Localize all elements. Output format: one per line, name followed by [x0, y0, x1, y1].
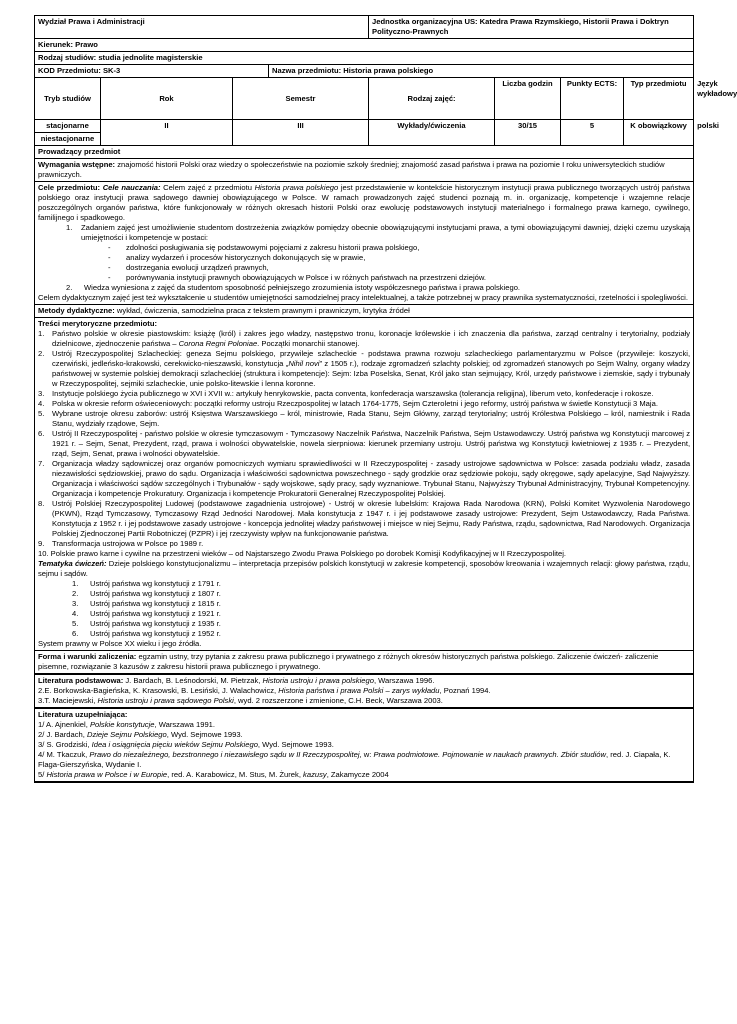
goals-point-2: 2. Wiedza wyniesiona z zajęć da studentom sposobność pełniejszego zrozumienia istoty współczesnego państwa i prawa polskiego. [66, 283, 521, 292]
literature-extra-item: 4/ M. Tkaczuk, Prawo do niezależnego, bezstronnego i niezawisłego sądu w II Rzeczypospolitej, w: Prawa podmiotowe. Pojmowanie w naukach prawnych. Zbiór studiów, red. J. Ciapała, K. Flaga-Gierszyńska, Wydanie I. [38, 750, 671, 769]
header-mode: Tryb studiów [35, 78, 101, 120]
content-item: 6. Ustrój II Rzeczypospolitej - państwo polskie w okresie tymczasowym - Tymczasowy Naczelnik Państwa, Naczelnik Państwa, Sejm Ustawodawczy. Ustrój państwa wg Konstytucji marcowej z 1921 r. – Sejm, Senat, Prezydent, rząd, prawa i wolności obywatelskie, nowela sierpniowa: kierunek przemiany ustroju. Ustrój państwa wg Konstytucji kwietniowej z 1935 r. – Prezydent, rząd, Sejm, Senat, prawa i wolności obywatelskie. [38, 429, 691, 458]
methods-text: wykład, ćwiczenia, samodzielna praca z tekstem prawnym i prawniczym, krytyka źródeł [114, 306, 410, 315]
mode-part-time: niestacjonarne [35, 133, 101, 146]
direction-cell: Kierunek: Prawo [35, 39, 694, 52]
header-type: Typ przedmiotu [624, 78, 694, 120]
content-cell [35, 318, 694, 651]
exercise-item: 5. Ustrój państwa wg konstytucji z 1935 r. [72, 619, 221, 628]
header-year: Rok [101, 78, 233, 120]
unit-cell: Jednostka organizacyjna US: Katedra Prawa Rzymskiego, Historii Prawa i Doktryn Polityczno-Prawnych [369, 16, 694, 39]
literature-extra-item: 2/ J. Bardach, Dzieje Sejmu Polskiego, Wyd. Sejmowe 1993. [38, 730, 243, 739]
goals-label: Cele przedmiotu: [38, 183, 101, 192]
year-cell: II [101, 120, 233, 146]
goals-point-1-text: Zadaniem zajęć jest umożliwienie studentom dostrzeżenia związków pomiędzy obecnie obowiązującymi instytucjami prawa, a tymi obowiązującymi dawniej, dzięki czemu uzyskają umiejętności i kompetencje w postaci: [81, 223, 691, 242]
faculty-cell: Wydział Prawa i Administracji [35, 16, 369, 39]
literature-extra-item: 5/ Historia prawa w Polsce i w Europie, red. A. Karabowicz, M. Stus, M. Żurek, kazusy, Zakamycze 2004 [38, 770, 389, 779]
goals-cell [35, 182, 694, 305]
assessment-cell [35, 651, 694, 675]
assessment-text: egzamin ustny, trzy pytania z zakresu prawa publicznego i prywatnego z różnych okresów historycznych państwa polskiego. Zaliczenie ćwiczeń- zaliczenie pisemne, rozwiązanie 3 kazusów z zakresu historii prawa publicznego i prywatnego. [38, 652, 659, 671]
goals-sub-item: - zdolności posługiwania się podstawowymi pojęciami z zakresu historii prawa polskiego, [108, 243, 420, 252]
content-item: 9. Transformacja ustrojowa w Polsce po 1989 r. [38, 539, 204, 548]
class-type-cell: Wykłady/ćwiczenia [369, 120, 495, 146]
course-code-cell: KOD Przedmiotu: SK-3 [35, 65, 269, 78]
assessment-label: Forma i warunki zaliczenia: [38, 652, 137, 661]
content-item: 7. Organizacja władzy sądowniczej oraz organów pomocniczych wymiaru sprawiedliwości w II Rzeczypospolitej - zasady ustrojowe sądownictwa w Polsce: zasada podziału władz, zasada niezawisłości sędziowskiej, prawo do sądu. Organizacja i właściwości sądownictwa powszechnego - sądy grodzkie oraz sędziowie pokoju, sądy okręgowe, sądy apelacyjne, Sąd Najwyższy. Organizacja i właściwości sądów szczególnych i Trybunałów - sądy wojskowe, sądy pracy, sądy wyznaniowe. Trybunał Stanu, Najwyższy Trybunał Administracyjny, Trybunał Kompetencyjny. Organizacja i kompetencje Prokuratury. Organizacja i kompetencje Prokuratorii Generalnej Rzeczypospolitej Polskiej. [38, 459, 691, 498]
goals-point-1: 1. Zadaniem zajęć jest umożliwienie studentom dostrzeżenia związków pomiędzy obecnie obowiązującymi instytucjami prawa, a tymi obowiązującymi dawniej, dzięki czemu uzyskają umiejętności i kompetencje w postaci: [66, 223, 691, 242]
literature-basic-cell: Literatura podstawowa: J. Bardach, B. Leśnodorski, M. Pietrzak, Historia ustroju i prawa polskiego, Warszawa 1996. 2.E. Borkowska-Bagieńska, K. Krasowski, B. Lesiński, J. Walachowicz, Historia państwa i prawa Polski – zarys wykładu, Poznań 1994. 3.T. Maciejewski, Historia ustroju i prawa sądowego Polski, wyd. 2 rozszerzone i zmienione, C.H. Beck, Warszawa 2003. [35, 674, 694, 708]
literature-extra-item: 3/ S. Grodziski, Idea i osiągnięcia pięciu wieków Sejmu Polskiego, Wyd. Sejmowe 1993. [38, 740, 334, 749]
literature-basic-label: Literatura podstawowa: [38, 676, 124, 685]
literature-basic-item: 2.E. Borkowska-Bagieńska, K. Krasowski, B. Lesiński, J. Walachowicz, Historia państwa i prawa Polski – zarys wykładu, Poznań 1994. [38, 686, 491, 695]
exercise-item: 2. Ustrój państwa wg konstytucji z 1807 r. [72, 589, 221, 598]
goals-intro-1: Celem zajęć z przedmiotu [160, 183, 255, 192]
teaching-goals-label: Cele nauczania: [102, 183, 161, 192]
literature-extra-label: Literatura uzupełniająca: [38, 710, 128, 719]
lecturer-cell: Prowadzący przedmiot [35, 146, 694, 159]
goals-sub-item: - porównywania instytucji prawnych obowiązujących w Polsce i w różnych państwach na przestrzeni dziejów. [108, 273, 487, 282]
content-item: 5. Wybrane ustroje okresu zaborów: ustrój Księstwa Warszawskiego – król, ministrowie, Rada Stanu, Sejm Główny, zarząd terytorialny; ustrój Królestwa Polskiego – król, namiestnik i Rada Stanu, wydziały rządowe, Sejm. [38, 409, 691, 428]
mode-full-time: stacjonarne [35, 120, 101, 133]
exercises-text: Dzieje polskiego konstytucjonalizmu – interpretacja przepisów polskich konstytucji w zakresie kompetencji, sposobów kreowania i wzajemnych relacji: głowy państwa, rządu, sejmu i sądów. [38, 559, 691, 578]
content-item: 4. Polska w okresie reform oświeceniowych: początki reformy ustroju Rzeczpospolitej w latach 1764-1775, Sejm Czteroletni i jego reformy, ustrój państwa w świetle Konstytucji 3 Maja. [38, 399, 658, 408]
header-class-type: Rodzaj zajęć: [369, 78, 495, 120]
semester-cell: III [233, 120, 369, 146]
type-cell: K obowiązkowy [624, 120, 694, 146]
exercises-label: Tematyka ćwiczeń: [38, 559, 107, 568]
goals-intro-2: jest przedstawienie w kontekście historycznym instytucji prawa publicznego tworzących ustrój państwa polskiego oraz instytucji prawa sądowego dawniej obowiązującego w Polsce. W ramach prowadzonych zajęć studenci poznają m. in. organizację, kompetencje i wzajemne relacje poszczególnych organów państwa, które funkcjonowały w różnych okresach historii Polski oraz ewolucję podstawowych instytucji materialnego i formalnego prawa karnego, cywilnego, familijnego i spadkowego. [38, 183, 691, 222]
content-item: 1. Państwo polskie w okresie piastowskim: książę (król) i zakres jego władzy, następstwo tronu, koronacje królewskie i ich znaczenia dla państwa, zarząd centralny i terytorialny, podziały dzielnicowe, zjednoczenie państwa – Corona Regni Poloniae. Początki monarchii stanowej. [38, 329, 691, 348]
course-name-cell: Nazwa przedmiotu: Historia prawa polskiego [269, 65, 694, 78]
methods-label: Metody dydaktyczne: [38, 306, 115, 315]
exercise-item: 6. Ustrój państwa wg konstytucji z 1952 r. [72, 629, 221, 638]
literature-basic-item: 3.T. Maciejewski, Historia ustroju i prawa sądowego Polski, wyd. 2 rozszerzone i zmienione, C.H. Beck, Warszawa 2003. [38, 696, 443, 705]
literature-extra-item: 1/ A. Ajnenkiel, Polskie konstytucje, Warszawa 1991. [38, 720, 216, 729]
header-semester: Semestr [233, 78, 369, 120]
goals-outro: Celem dydaktycznym zajęć jest też wykształcenie u studentów umiejętności samodzielnej pracy intelektualnej, a także potrzebnej w pracy prawnika systematyczności, rzetelności i spolegliwości. [38, 293, 688, 302]
hours-cell: 30/15 [495, 120, 561, 146]
content-item-10: 10. Polskie prawo karne i cywilne na przestrzeni wieków – od Najstarszego Zwodu Prawa Polskiego po dorobek Komisji Kodyfikacyjnej w II Rzeczypospolitej. [38, 549, 567, 558]
content-item: 8. Ustrój Polskiej Rzeczypospolitej Ludowej (podstawowe zagadnienia ustrojowe) - Ustrój w okresie lubelskim: Krajowa Rada Narodowa (KRN), Polski Komitet Wyzwolenia Narodowego (PKWN), Rząd Tymczasowy, Tymczasowy Rząd Jedności Narodowej. Mała konstytucja z 1947 r. i jej podstawowe zasady ustrojowe: Prezydent, Sejm Ustawodawczy, Rada Państwa. Konstytucja z 1952 r. i jej podstawowe zasady ustrojowe - koncepcja jednolitej władzy państwowej i miejsce w niej Sejmu, Rady Państwa, rządu, sądownictwa, Rad Narodowych. Organizacja Polskiej Zjednoczonej Partii Robotniczej (PZPR) i jej rzeczywisty wpływ na funkcjonowanie państwa. [38, 499, 691, 538]
exercise-item: 4. Ustrój państwa wg konstytucji z 1921 r. [72, 609, 221, 618]
header-hours: Liczba godzin [495, 78, 561, 120]
requirements-cell [35, 159, 694, 182]
content-item: 2. Ustrój Rzeczypospolitej Szlacheckiej: geneza Sejmu polskiego, przywileje szlacheckie - podstawa prawna rozwoju szlacheckiego parlamentaryzmu w Polsce (przywileje: koszycki, czerwiński, jedleńsko-krakowski, cerekwicko-nieszawski, konstytucja „Nihil novi” z 1505 r.), rodzaje zgromadzeń szlachty polskiej; od zgromadzeń stanowych po Sejm Walny, organy władzy państwowej w systemie polskiej demokracji szlacheckiej (struktura i kompetencje): Sejm: Izba Poselska, Senat, Król jako stan sejmujący, Król, urzędy państwowe i ziemskie, sądy i trybunały w Rzeczypospolitej, sejmiki szlacheckie, unie polsko-litewskie i lenna koronne. [38, 349, 691, 388]
goals-intro-title: Historia prawa polskiego [254, 183, 339, 192]
ects-cell: 5 [561, 120, 624, 146]
requirements-text: znajomość historii Polski oraz wiedzy o społeczeństwie na poziomie szkoły średniej; znajomość zasad państwa i prawa na poziomie I roku uniwersyteckich studiów prawniczych. [38, 160, 665, 179]
literature-extra-cell [35, 708, 694, 782]
syllabus-table: Wydział Prawa i Administracji Jednostka organizacyjna US: Katedra Prawa Rzymskiego, Historii Prawa i Doktryn Polityczno-Prawnych Kierunek: Prawo Rodzaj studiów: studia jednolite magisterskie KOD Przedmiotu: SK-3 Nazwa przedmiotu: Historia prawa polskiego Tryb studiów Rok Semestr Rodzaj zajęć: Liczba godzin Punkty ECTS: Typ przedmiotu Język wykładowy stacjonarne II III Wykłady/ćwiczenia 30/15 5 K obowiązkowy polski niestacjonarne Prowadzący przedmiot Wymagania wstępne: znajomość historii Polski oraz wiedzy o społeczeństwie na poziomie szkoły średniej; znajomość zasad państwa i prawa na poziomie I roku uniwersyteckich studiów prawniczych. Cele przedmiotu: Cele nauczania: Celem zajęć z przedmiotu Historia prawa polskiego jest przedstawienie w kontekście historycznym instytucji prawa publicznego tworzących ustrój państwa polskiego oraz instytucji prawa sądowego dawniej obowiązującego w Polsce. W ramach prowadzonych zajęć studenci poznają m. in. organizację, kompetencje i wzajemne relacje poszczególnych organów państwa, które funkcjonowały w różnych okresach historii Polski oraz ewolucję podstawowych instytucji materialnego i formalnego prawa karnego, cywilnego, familijnego i spadkowego. 1. Zadaniem zajęć jest umożliwienie studentom dostrzeżenia związków pomiędzy obecnie obowiązującymi instytucjami prawa, a tymi obowiązującymi dawniej, dzięki czemu uzyskają umiejętności i kompetencje w postaci: - zdolności posługiwania się podstawowymi pojęciami z zakresu historii prawa polskiego, - analizy wydarzeń i procesów historycznych dokonujących się w prawie, - dostrzegania ewolucji urządzeń prawnych, - porównywania instytucji prawnych obowiązujących w Polsce i w różnych państwach na przestrzeni dziejów. 2. Wiedza wyniesiona z zajęć da studentom sposobność pełniejszego zrozumienia istoty współczesnego państwa i prawa polskiego. Celem dydaktycznym zajęć jest też wykształcenie u studentów umiejętności samodzielnej pracy intelektualnej, a także potrzebnej w pracy prawnika systematyczności, rzetelności i spolegliwości. Metody dydaktyczne: wykład, ćwiczenia, samodzielna praca z tekstem prawnym i prawniczym, krytyka źródeł Treści merytoryczne przedmiotu: 1. Państwo polskie w okresie piastowskim: książę (król) i zakres jego władzy, następstwo tronu, koronacje królewskie i ich znaczenia dla państwa, zarząd centralny i terytorialny, podziały dzielnicowe, zjednoczenie państwa – Corona Regni Poloniae. Początki monarchii stanowej. 2. Ustrój Rzeczypospolitej Szlacheckiej: geneza Sejmu polskiego, przywileje szlacheckie - podstawa prawna rozwoju szlacheckiego parlamentaryzmu w Polsce (przywileje: koszycki, czerwiński, jedleńsko-krakowski, cerekwicko-nieszawski, konstytucja „Nihil novi” z 1505 r.), rodzaje zgromadzeń szlachty polskiej; od zgromadzeń stanowych po Sejm Walny, organy władzy państwowej w systemie polskiej demokracji szlacheckiej (struktura i kompetencje): Sejm: Izba Poselska, Senat, Król jako stan sejmujący, Król, urzędy państwowe i ziemskie, sądy i trybunały w Rzeczypospolitej, sejmiki szlacheckie, unie polsko-litewskie i lenna koronne. 3. Instytucje polskiego życia publicznego w XVI i XVII w.: artykuły henrykowskie, pacta conventa, konfederacja warszawska (tolerancja religijna), liberum veto, konfederacje i rokosze. 4. Polska w okresie reform oświeceniowych: początki reformy ustroju Rzeczpospolitej w latach 1764-1775, Sejm Czteroletni i jego reformy, ustrój państwa w świetle Konstytucji 3 Maja. 5. Wybrane ustroje okresu zaborów: ustrój Księstwa Warszawskiego – król, ministrowie, Rada Stanu, Sejm Główny, zarząd terytorialny; ustrój Królestwa Polskiego – król, namiestnik i Rada Stanu, wydziały rządowe, Sejm. 6. Ustrój II Rzeczypospolitej - państwo polskie w okresie tymczasowym - Tymczasowy Naczelnik Państwa, Naczelnik Państwa, Sejm Ustawodawczy. Ustrój państwa wg Konstytucji marcowej z 1921 r. – Sejm, Senat, Prezydent, rząd, prawa i wolności obywatelskie, nowela sierpniowa: kierunek przemiany ustroju. Ustrój państwa wg Konstytucji kwietniowej z 1935 r. – Prezydent, rząd, Sejm, Senat, prawa i wolności obywatelskie. 7. Organizacja władzy sądowniczej oraz organów pomocniczych wymiaru sprawiedliwości w II Rzeczypospolitej - zasady ustrojowe sądownictwa w Polsce: zasada podziału władz, zasada niezawisłości sędziowskiej, prawo do sądu. Organizacja i właściwości sądownictwa powszechnego - sądy grodzkie oraz sędziowie pokoju, sądy okręgowe, sądy apelacyjne, Sąd Najwyższy. Organizacja i właściwości sądów szczególnych i Trybunałów - sądy wojskowe, sądy pracy, sądy wyznaniowe. Trybunał Stanu, Najwyższy Trybunał Administracyjny, Trybunał Kompetencyjny. Organizacja i kompetencje Prokuratury. Organizacja i kompetencje Prokuratorii Generalnej Rzeczypospolitej Polskiej. 8. Ustrój Polskiej Rzeczypospolitej Ludowej (podstawowe zagadnienia ustrojowe) - Ustrój w okresie lubelskim: Krajowa Rada Narodowa (KRN), Polski Komitet Wyzwolenia Narodowego (PKWN), Rząd Tymczasowy, Tymczasowy Rząd Jedności Narodowej. Mała konstytucja z 1947 r. i jej podstawowe zasady ustrojowe: Prezydent, Sejm Ustawodawczy, Rada Państwa. Konstytucja z 1952 r. i jej podstawowe zasady ustrojowe - koncepcja jednolitej władzy państwowej i miejsce w niej Sejmu, Rady Państwa, rządu, sądownictwa, Rad Narodowych. Organizacja Polskiej Zjednoczonej Partii Robotniczej (PZPR) i jej rzeczywisty wpływ na funkcjonowanie państwa. 9. Transformacja ustrojowa w Polsce po 1989 r. 10. Polskie prawo karne i cywilne na przestrzeni wieków – od Najstarszego Zwodu Prawa Polskiego po dorobek Komisji Kodyfikacyjnej w II Rzeczypospolitej. Tematyka ćwiczeń: Dzieje polskiego konstytucjonalizmu – interpretacja przepisów polskich konstytucji w zakresie kompetencji, sposobów kreowania i wzajemnych relacji: głowy państwa, rządu, sejmu i sądów. 1. Ustrój państwa wg konstytucji z 1791 r. 2. Ustrój państwa wg konstytucji z 1807 r. 3. Ustrój państwa wg konstytucji z 1815 r. 4. Ustrój państwa wg konstytucji z 1921 r. 5. Ustrój państwa wg konstytucji z 1935 r. 6. Ustrój państwa wg konstytucji z 1952 r. System prawny w Polsce XX wieku i jego źródła. Forma i warunki zaliczenia: egzamin ustny, trzy pytania z zakresu prawa publicznego i prywatnego z różnych okresów historycznych państwa polskiego. Zaliczenie ćwiczeń- zaliczenie pisemne, rozwiązanie 3 kazusów z zakresu historii prawa publicznego i prywatnego. Literatura podstawowa: J. Bardach, B. Leśnodorski, M. Pietrzak, Historia ustroju i prawa polskiego, Warszawa 1996. 2.E. Borkowska-Bagieńska, K. Krasowski, B. Lesiński, J. Walachowicz, Historia państwa i prawa Polski – zarys wykładu, Poznań 1994. 3.T. Maciejewski, Historia ustroju i prawa sądowego Polski, wyd. 2 rozszerzone i zmienione, C.H. Beck, Warszawa 2003. Literatura uzupełniająca: 1/ A. Ajnenkiel, Polskie konstytucje, Warszawa 1991. 2/ J. Bardach, Dzieje Sejmu Polskiego, Wyd. Sejmowe 1993. 3/ S. Grodziski, Idea i osiągnięcia pięciu wieków Sejmu Polskiego, Wyd. Sejmowe 1993. 4/ M. Tkaczuk, Prawo do niezależnego, bezstronnego i niezawisłego sądu w II Rzeczypospolitej, w: Prawa podmiotowe. Pojmowanie w naukach prawnych. Zbiór studiów, red. J. Ciapała, K. Flaga-Gierszyńska, Wydanie I. 5/ Historia prawa w Polsce i w Europie, red. A. Karabowicz, M. Stus, M. Żurek, kazusy, Zakamycze 2004 [34, 15, 694, 783]
study-type-cell: Rodzaj studiów: studia jednolite magisterskie [35, 52, 694, 65]
requirements-label: Wymagania wstępne: [38, 160, 116, 169]
content-item: 3. Instytucje polskiego życia publicznego w XVI i XVII w.: artykuły henrykowskie, pacta conventa, konfederacja warszawska (tolerancja religijna), liberum veto, konfederacje i rokosze. [38, 389, 654, 398]
methods-cell [35, 305, 694, 318]
content-closing: System prawny w Polsce XX wieku i jego źródła. [38, 639, 202, 648]
goals-sub-item: - analizy wydarzeń i procesów historycznych dokonujących się w prawie, [108, 253, 366, 262]
goals-sub-item: - dostrzegania ewolucji urządzeń prawnych, [108, 263, 269, 272]
content-label: Treści merytoryczne przedmiotu: [38, 319, 158, 328]
syllabus-page [34, 15, 737, 783]
exercise-item: 1. Ustrój państwa wg konstytucji z 1791 r. [72, 579, 221, 588]
goals-point-2-text: Wiedza wyniesiona z zajęć da studentom sposobność pełniejszego zrozumienia istoty współczesnego państwa i prawa polskiego. [84, 283, 521, 292]
header-ects: Punkty ECTS: [561, 78, 624, 120]
exercise-item: 3. Ustrój państwa wg konstytucji z 1815 r. [72, 599, 221, 608]
